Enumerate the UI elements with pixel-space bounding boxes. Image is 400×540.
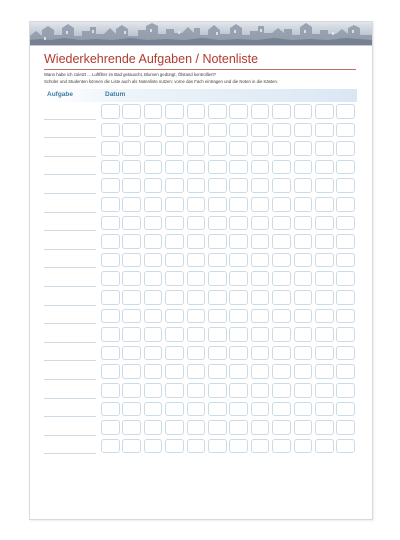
date-cell[interactable] [144, 271, 163, 286]
date-cell[interactable] [336, 271, 355, 286]
date-cell[interactable] [272, 197, 291, 212]
date-cell[interactable] [229, 216, 248, 231]
date-cell[interactable] [165, 402, 184, 417]
date-cell[interactable] [336, 439, 355, 454]
date-cell[interactable] [294, 439, 313, 454]
aufgabe-entry-line[interactable] [44, 360, 96, 361]
date-cell[interactable] [251, 123, 270, 138]
aufgabe-entry-line[interactable] [44, 305, 96, 306]
date-cell[interactable] [122, 346, 141, 361]
date-cell[interactable] [336, 234, 355, 249]
date-cell[interactable] [101, 439, 120, 454]
date-cell[interactable] [208, 420, 227, 435]
date-cell[interactable] [229, 253, 248, 268]
date-cell[interactable] [251, 197, 270, 212]
date-cell[interactable] [229, 104, 248, 119]
date-cell[interactable] [251, 439, 270, 454]
date-cell[interactable] [315, 197, 334, 212]
date-cell[interactable] [144, 327, 163, 342]
date-cell[interactable] [187, 160, 206, 175]
date-cell[interactable] [294, 253, 313, 268]
date-cell[interactable] [315, 309, 334, 324]
aufgabe-entry-line[interactable] [44, 323, 96, 324]
date-cell[interactable] [272, 439, 291, 454]
date-cell[interactable] [251, 160, 270, 175]
date-cell[interactable] [294, 420, 313, 435]
date-cell[interactable] [251, 364, 270, 379]
aufgabe-entry-line[interactable] [44, 119, 96, 120]
date-cell[interactable] [187, 271, 206, 286]
date-cell[interactable] [144, 178, 163, 193]
date-cell[interactable] [315, 346, 334, 361]
date-cell[interactable] [144, 160, 163, 175]
date-cell[interactable] [272, 234, 291, 249]
date-cell[interactable] [272, 123, 291, 138]
date-cell[interactable] [122, 309, 141, 324]
date-cell[interactable] [101, 271, 120, 286]
date-cell[interactable] [208, 104, 227, 119]
date-cell[interactable] [101, 141, 120, 156]
date-cell[interactable] [229, 402, 248, 417]
date-cell[interactable] [294, 178, 313, 193]
date-cell[interactable] [272, 327, 291, 342]
document-page [29, 21, 373, 520]
date-cell[interactable] [336, 383, 355, 398]
date-cell[interactable] [272, 253, 291, 268]
date-cell[interactable] [229, 197, 248, 212]
date-cell[interactable] [187, 141, 206, 156]
date-cell[interactable] [122, 197, 141, 212]
date-cell[interactable] [272, 104, 291, 119]
date-cell[interactable] [315, 178, 334, 193]
date-cell[interactable] [165, 234, 184, 249]
date-cell[interactable] [272, 420, 291, 435]
date-cell[interactable] [208, 402, 227, 417]
date-cell[interactable] [165, 290, 184, 305]
date-cell[interactable] [208, 178, 227, 193]
date-cell[interactable] [165, 364, 184, 379]
date-cell[interactable] [229, 178, 248, 193]
date-cell[interactable] [144, 346, 163, 361]
date-cell[interactable] [315, 420, 334, 435]
date-cell[interactable] [315, 271, 334, 286]
date-cell[interactable] [272, 290, 291, 305]
date-cell[interactable] [272, 216, 291, 231]
date-cell[interactable] [122, 327, 141, 342]
date-cell[interactable] [315, 160, 334, 175]
date-cell[interactable] [229, 290, 248, 305]
date-cell[interactable] [208, 216, 227, 231]
date-cell[interactable] [122, 104, 141, 119]
date-cell[interactable] [251, 383, 270, 398]
date-cell[interactable] [208, 364, 227, 379]
date-cell[interactable] [208, 197, 227, 212]
date-cell[interactable] [229, 141, 248, 156]
aufgabe-entry-line[interactable] [44, 156, 96, 157]
date-cell[interactable] [336, 216, 355, 231]
date-cell[interactable] [144, 309, 163, 324]
date-cell[interactable] [122, 141, 141, 156]
date-cell[interactable] [144, 420, 163, 435]
date-cell[interactable] [294, 197, 313, 212]
date-cell[interactable] [272, 402, 291, 417]
date-cell[interactable] [165, 271, 184, 286]
date-cell[interactable] [101, 309, 120, 324]
date-cell[interactable] [187, 364, 206, 379]
date-cell[interactable] [122, 253, 141, 268]
date-cell[interactable] [122, 216, 141, 231]
date-cell[interactable] [101, 346, 120, 361]
date-cell[interactable] [315, 141, 334, 156]
date-cell[interactable] [315, 123, 334, 138]
date-cell[interactable] [122, 383, 141, 398]
date-cell[interactable] [187, 402, 206, 417]
date-cell[interactable] [229, 420, 248, 435]
date-cell[interactable] [165, 178, 184, 193]
date-cell[interactable] [187, 234, 206, 249]
date-cell[interactable] [122, 234, 141, 249]
date-cell[interactable] [294, 383, 313, 398]
date-cell[interactable] [251, 253, 270, 268]
date-cell[interactable] [144, 383, 163, 398]
date-cell[interactable] [229, 346, 248, 361]
date-cell[interactable] [315, 234, 334, 249]
date-cell[interactable] [251, 402, 270, 417]
date-cell[interactable] [272, 178, 291, 193]
date-cell[interactable] [165, 123, 184, 138]
date-cell[interactable] [251, 290, 270, 305]
date-cell[interactable] [294, 160, 313, 175]
date-cell[interactable] [165, 420, 184, 435]
aufgabe-entry-line[interactable] [44, 137, 96, 138]
date-cell[interactable] [101, 160, 120, 175]
date-cell[interactable] [101, 123, 120, 138]
date-cell[interactable] [144, 216, 163, 231]
date-cell[interactable] [122, 123, 141, 138]
task-table [30, 22, 372, 519]
date-cell[interactable] [187, 123, 206, 138]
date-cell[interactable] [165, 327, 184, 342]
date-cell[interactable] [294, 271, 313, 286]
date-cell[interactable] [187, 346, 206, 361]
column-header-datum: Datum [105, 91, 126, 98]
date-cell[interactable] [272, 160, 291, 175]
date-cell[interactable] [144, 141, 163, 156]
date-cell[interactable] [208, 123, 227, 138]
date-cell[interactable] [101, 327, 120, 342]
date-cell[interactable] [101, 402, 120, 417]
date-cell[interactable] [144, 364, 163, 379]
date-cell[interactable] [294, 327, 313, 342]
date-cell[interactable] [187, 420, 206, 435]
date-cell[interactable] [272, 364, 291, 379]
date-cell[interactable] [272, 271, 291, 286]
date-cell[interactable] [294, 309, 313, 324]
date-cell[interactable] [336, 364, 355, 379]
date-cell[interactable] [336, 420, 355, 435]
date-cell[interactable] [336, 178, 355, 193]
date-cell[interactable] [315, 383, 334, 398]
date-cell[interactable] [294, 104, 313, 119]
date-cell[interactable] [229, 123, 248, 138]
date-cell[interactable] [101, 383, 120, 398]
date-cell[interactable] [101, 420, 120, 435]
description-line-2: Schüler und Studenten können die Liste auch als Notenliste nutzen: vorne das Fach eintragen und die Noten in die Kästen. [44, 78, 279, 84]
date-cell[interactable] [294, 216, 313, 231]
date-cell[interactable] [187, 178, 206, 193]
aufgabe-entry-line[interactable] [44, 212, 96, 213]
aufgabe-entry-line[interactable] [44, 398, 96, 399]
date-cell[interactable] [144, 197, 163, 212]
date-cell[interactable] [101, 234, 120, 249]
date-cell[interactable] [187, 439, 206, 454]
date-cell[interactable] [187, 197, 206, 212]
date-cell[interactable] [294, 234, 313, 249]
date-cell[interactable] [294, 346, 313, 361]
date-cell[interactable] [165, 160, 184, 175]
date-cell[interactable] [165, 197, 184, 212]
description-line-1: Wann habe ich zuletzt ... Luftfilter im Bad getauscht, Blumen gedüngt, Ölstand kontrolliert? [44, 72, 217, 77]
aufgabe-entry-line[interactable] [44, 379, 96, 380]
date-cell[interactable] [165, 309, 184, 324]
date-cell[interactable] [251, 216, 270, 231]
date-cell[interactable] [187, 309, 206, 324]
date-cell[interactable] [251, 141, 270, 156]
date-cell[interactable] [229, 327, 248, 342]
date-cell[interactable] [122, 160, 141, 175]
date-cell[interactable] [122, 364, 141, 379]
date-cell[interactable] [294, 364, 313, 379]
date-cell[interactable] [144, 123, 163, 138]
date-cell[interactable] [144, 439, 163, 454]
date-cell[interactable] [187, 327, 206, 342]
date-cell[interactable] [336, 327, 355, 342]
date-cell[interactable] [336, 160, 355, 175]
date-cell[interactable] [294, 402, 313, 417]
date-cell[interactable] [294, 123, 313, 138]
date-cell[interactable] [229, 383, 248, 398]
document-title: Wiederkehrende Aufgaben / Notenliste [44, 52, 259, 66]
aufgabe-entry-line[interactable] [44, 286, 96, 287]
date-cell[interactable] [187, 290, 206, 305]
date-cell[interactable] [229, 309, 248, 324]
date-cell[interactable] [315, 402, 334, 417]
date-cell[interactable] [208, 346, 227, 361]
date-cell[interactable] [336, 346, 355, 361]
aufgabe-entry-line[interactable] [44, 230, 96, 231]
date-cell[interactable] [272, 309, 291, 324]
date-cell[interactable] [101, 178, 120, 193]
date-cell[interactable] [315, 104, 334, 119]
date-cell[interactable] [315, 253, 334, 268]
date-cell[interactable] [315, 216, 334, 231]
aufgabe-entry-line[interactable] [44, 174, 96, 175]
date-cell[interactable] [101, 364, 120, 379]
date-cell[interactable] [251, 327, 270, 342]
date-cell[interactable] [165, 383, 184, 398]
date-cell[interactable] [251, 104, 270, 119]
date-cell[interactable] [144, 104, 163, 119]
date-cell[interactable] [122, 420, 141, 435]
date-cell[interactable] [165, 104, 184, 119]
date-cell[interactable] [101, 197, 120, 212]
date-cell[interactable] [144, 234, 163, 249]
date-cell[interactable] [208, 141, 227, 156]
date-cell[interactable] [165, 253, 184, 268]
date-cell[interactable] [336, 290, 355, 305]
date-cell[interactable] [229, 160, 248, 175]
date-cell[interactable] [187, 216, 206, 231]
aufgabe-entry-line[interactable] [44, 267, 96, 268]
date-cell[interactable] [208, 271, 227, 286]
date-cell[interactable] [294, 290, 313, 305]
date-cell[interactable] [165, 346, 184, 361]
date-cell[interactable] [122, 271, 141, 286]
date-cell[interactable] [336, 123, 355, 138]
column-header-aufgabe: Aufgabe [47, 91, 73, 98]
date-cell[interactable] [101, 104, 120, 119]
date-cell[interactable] [187, 383, 206, 398]
date-cell[interactable] [251, 420, 270, 435]
date-cell[interactable] [208, 253, 227, 268]
date-cell[interactable] [336, 104, 355, 119]
aufgabe-entry-line[interactable] [44, 435, 96, 436]
date-cell[interactable] [336, 402, 355, 417]
date-cell[interactable] [122, 178, 141, 193]
date-cell[interactable] [272, 346, 291, 361]
date-cell[interactable] [336, 253, 355, 268]
date-cell[interactable] [208, 309, 227, 324]
date-cell[interactable] [165, 141, 184, 156]
date-cell[interactable] [101, 253, 120, 268]
date-cell[interactable] [251, 234, 270, 249]
date-cell[interactable] [251, 309, 270, 324]
date-cell[interactable] [208, 160, 227, 175]
date-cell[interactable] [101, 216, 120, 231]
date-cell[interactable] [144, 253, 163, 268]
date-cell[interactable] [165, 439, 184, 454]
date-cell[interactable] [122, 290, 141, 305]
date-cell[interactable] [315, 290, 334, 305]
date-cell[interactable] [229, 439, 248, 454]
date-cell[interactable] [208, 290, 227, 305]
aufgabe-entry-line[interactable] [44, 249, 96, 250]
date-cell[interactable] [229, 271, 248, 286]
aufgabe-entry-line[interactable] [44, 453, 96, 454]
date-cell[interactable] [122, 402, 141, 417]
date-cell[interactable] [315, 327, 334, 342]
date-cell[interactable] [315, 364, 334, 379]
aufgabe-entry-line[interactable] [44, 342, 96, 343]
aufgabe-entry-line[interactable] [44, 416, 96, 417]
date-cell[interactable] [208, 439, 227, 454]
date-cell[interactable] [272, 383, 291, 398]
date-cell[interactable] [208, 327, 227, 342]
date-cell[interactable] [251, 271, 270, 286]
date-cell[interactable] [144, 402, 163, 417]
date-cell[interactable] [101, 290, 120, 305]
date-cell[interactable] [187, 253, 206, 268]
date-cell[interactable] [122, 439, 141, 454]
date-cell[interactable] [229, 234, 248, 249]
date-cell[interactable] [251, 346, 270, 361]
date-cell[interactable] [315, 439, 334, 454]
date-cell[interactable] [208, 383, 227, 398]
date-cell[interactable] [144, 290, 163, 305]
date-cell[interactable] [336, 141, 355, 156]
date-cell[interactable] [336, 197, 355, 212]
date-cell[interactable] [229, 364, 248, 379]
date-cell[interactable] [187, 104, 206, 119]
date-cell[interactable] [294, 141, 313, 156]
aufgabe-entry-line[interactable] [44, 193, 96, 194]
date-cell[interactable] [251, 178, 270, 193]
date-cell[interactable] [165, 216, 184, 231]
date-cell[interactable] [208, 234, 227, 249]
date-cell[interactable] [272, 141, 291, 156]
date-cell[interactable] [336, 309, 355, 324]
